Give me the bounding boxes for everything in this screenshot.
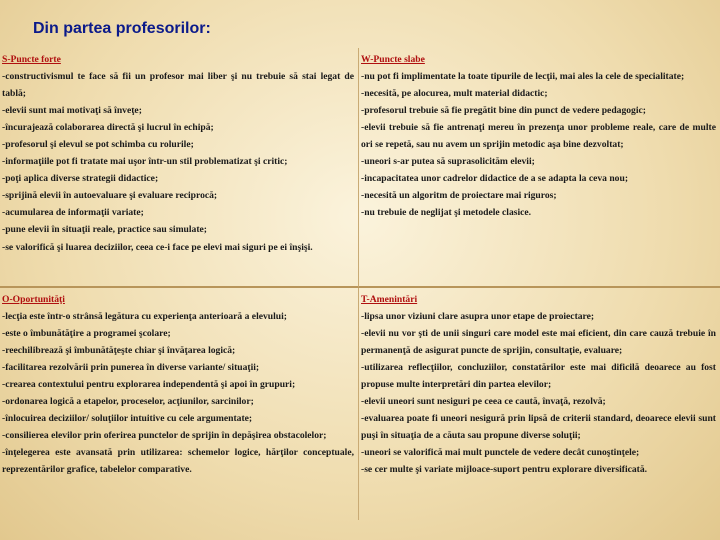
list-item: -utilizarea reflecţiilor, concluziilor, constatărilor este mai dificilă deoarece au fost propuse multe interpretări din partea elevilor; xyxy=(361,362,716,391)
list-item: -constructivismul te face să fii un profesor mai liber şi nu trebuie să stai legat de tablă; xyxy=(2,71,354,100)
list-item: -nu trebuie de neglijat şi metodele clasice. xyxy=(361,207,532,219)
list-item: -acumularea de informaţii variate; xyxy=(2,207,144,219)
weaknesses-heading: W-Puncte slabe xyxy=(361,54,425,65)
list-item: -sprijină elevii în autoevaluare şi evaluare reciprocă; xyxy=(2,190,218,202)
list-item: -elevii nu vor şti de unii singuri care model este mai eficient, din care cauză trebuie în permanenţă de asigurat puncte de sprijin, consultaţie, evaluare; xyxy=(361,328,716,357)
list-item: -uneori s-ar putea să suprasolicităm elevii; xyxy=(361,156,535,168)
strengths-cell xyxy=(0,48,359,288)
list-item: -incapacitatea unor cadrelor didactice de a se adapta la ceva nou; xyxy=(361,173,629,185)
threats-cell xyxy=(359,288,720,520)
list-item: -elevii sunt mai motivaţi să înveţe; xyxy=(2,105,142,117)
opportunities-heading: O-Oportunităţi xyxy=(2,294,65,305)
threats-heading: T-Amenintări xyxy=(361,294,418,305)
list-item: -pune elevii în situaţii reale, practice sau simulate; xyxy=(2,224,208,236)
list-item: -consilierea elevilor prin oferirea punctelor de sprijin în depăşirea obstacolelor; xyxy=(2,430,327,442)
list-item: -evaluarea poate fi uneori nesigură prin lipsă de criterii standard, deoarece elevii sunt puşi în situaţia de a căuta sau propune diverse soluţii; xyxy=(361,413,716,442)
list-item: -este o îmbunătăţire a programei şcolare; xyxy=(2,328,171,340)
list-item: -uneori se valorifică mai mult punctele de vedere decât cunoştinţele; xyxy=(361,447,640,459)
list-item: -înţelegerea este avansată prin utilizarea: schemelor logice, hărţilor conceptuale, reprezentărilor grafice, tabelelor comparative. xyxy=(2,447,354,476)
list-item: -profesorul şi elevul se pot schimba cu rolurile; xyxy=(2,139,194,151)
list-item: -încurajează colaborarea directă şi lucrul în echipă; xyxy=(2,122,214,134)
list-item: -lecţia este într-o strânsă legătura cu experienţa anterioară a elevului; xyxy=(2,311,287,323)
list-item: -înlocuirea deciziilor/ soluţiilor intuitive cu cele argumentate; xyxy=(2,413,253,425)
page-title: Din partea profesorilor: xyxy=(33,20,211,37)
list-item: -necesită, pe alocurea, mult material didactic; xyxy=(361,88,548,100)
list-item: -lipsa unor viziuni clare asupra unor etape de proiectare; xyxy=(361,311,595,323)
list-item: -poţi aplica diverse strategii didactice; xyxy=(2,173,159,185)
list-item: -informaţiile pot fi tratate mai uşor într-un stil problematizat şi critic; xyxy=(2,156,288,168)
strengths-heading: S-Puncte forte xyxy=(2,54,61,65)
list-item: -reechilibrează şi îmbunătăţeşte chiar şi învăţarea logică; xyxy=(2,345,236,357)
list-item: -necesită un algoritm de proiectare mai riguros; xyxy=(361,190,557,202)
list-item: -se valorifică şi luarea deciziilor, ceea ce-i face pe elevi mai siguri pe ei înşişi. xyxy=(2,241,313,253)
list-item: -elevii uneori sunt nesiguri pe ceea ce caută, învaţă, rezolvă; xyxy=(361,396,606,408)
opportunities-cell xyxy=(0,288,359,520)
list-item: -profesorul trebuie să fie pregătit bine din punct de vedere pedagogic; xyxy=(361,105,646,117)
list-item: -ordonarea logică a etapelor, proceselor, acţiunilor, sarcinilor; xyxy=(2,396,254,408)
list-item: -elevii trebuie să fie antrenaţi mereu în prezenţa unor probleme reale, care de multe ori se repetă, sau nu avem un sprijin metodic aşa bine dezvoltat; xyxy=(361,122,716,151)
list-item: -nu pot fi implimentate la toate tipurile de lecţii, mai ales la cele de specialitate; xyxy=(361,71,685,83)
list-item: -facilitarea rezolvării prin punerea în diverse variante/ situaţii; xyxy=(2,362,260,374)
list-item: -se cer multe şi variate mijloace-suport pentru explorare diversificată. xyxy=(361,464,648,476)
list-item: -crearea contextului pentru explorarea independentă şi apoi în grupuri; xyxy=(2,379,296,391)
swot-table xyxy=(0,48,720,520)
weaknesses-cell xyxy=(359,48,720,288)
